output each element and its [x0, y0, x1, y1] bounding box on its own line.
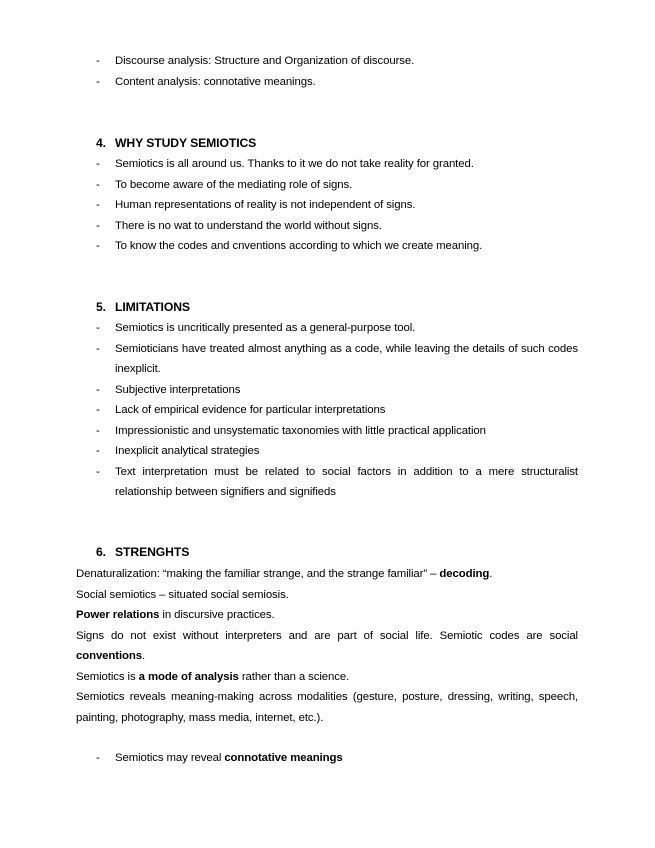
list-item-text: Impressionistic and unsystematic taxonomies with little practical application — [115, 424, 486, 437]
paragraph-text: Semiotics is — [76, 670, 139, 683]
list-item-text: Semiotics is all around us. Thanks to it we do not take reality for granted. — [115, 158, 474, 170]
list-item-text: Content analysis: connotative meanings. — [115, 75, 316, 88]
paragraph-bold-text: a mode of analysis — [138, 670, 239, 683]
paragraph-text: . — [142, 650, 146, 662]
strengths-paragraphs — [76, 564, 578, 728]
bullet-dash: - — [96, 424, 100, 437]
strengths-final-list — [0, 748, 655, 769]
bullet-dash: - — [96, 383, 100, 396]
list-item-text: To become aware of the mediating role of signs. — [115, 178, 353, 191]
list-item — [0, 154, 578, 175]
intro-list — [0, 51, 655, 92]
paragraph-text: . — [489, 568, 493, 580]
bullet-dash: - — [96, 219, 100, 232]
paragraph-bold-text: decoding — [439, 568, 490, 580]
list-item — [0, 72, 578, 93]
list-item — [0, 216, 578, 237]
bullet-dash: - — [96, 342, 100, 355]
bullet-dash: - — [96, 752, 100, 764]
list-item — [0, 175, 578, 196]
bullet-dash: - — [96, 199, 100, 211]
paragraph-text: in discursive practices. — [159, 609, 275, 621]
section-heading-strengths — [96, 543, 189, 561]
list-item — [0, 400, 578, 421]
list-item-text: Human representations of reality is not independent of signs. — [115, 199, 416, 211]
paragraph-text: Denaturalization: “making the familiar strange, and the strange familiar” – — [76, 568, 440, 580]
list-item — [0, 421, 578, 442]
list-item — [0, 195, 578, 216]
paragraph-text: Social semiotics – situated social semiosis. — [76, 588, 289, 601]
section4-list — [0, 154, 655, 257]
list-item-text: There is no wat to understand the world without signs. — [115, 219, 382, 232]
paragraph-text: Semiotics reveals meaning-making across modalities (gesture, posture, dressing, writing, speech, painting, photography, mass media, internet, etc.). — [76, 691, 578, 724]
paragraph-bold-text: Power relations — [76, 609, 160, 621]
list-item — [0, 318, 578, 339]
list-item — [0, 380, 578, 401]
list-item-text: Subjective interpretations — [115, 383, 241, 396]
paragraph-mode-of-analysis — [76, 667, 578, 688]
section5-list — [0, 318, 655, 503]
paragraph-power-relations — [76, 605, 578, 626]
section-number: 4. — [96, 136, 106, 150]
bullet-dash: - — [96, 322, 100, 334]
section-title: WHY STUDY SEMIOTICS — [115, 136, 257, 150]
bullet-dash: - — [96, 178, 100, 191]
list-item-text: Semiotics is uncritically presented as a general-purpose tool. — [115, 322, 416, 334]
list-item-text: Text interpretation must be related to social factors in addition to a mere structuralist relationship between signifiers and signifieds — [115, 465, 578, 498]
bullet-dash: - — [96, 75, 100, 88]
list-item-text: Inexplicit analytical strategies — [115, 445, 260, 457]
bullet-dash: - — [96, 55, 100, 67]
list-item-text: Semioticians have treated almost anything as a code, while leaving the details of such codes inexplicit. — [115, 342, 578, 375]
section-number: 6. — [96, 545, 106, 559]
section-heading-limitations — [96, 298, 190, 316]
paragraph-social-semiotics — [76, 585, 578, 606]
paragraph-text: rather than a science. — [238, 670, 350, 683]
list-item-text: Semiotics may reveal — [115, 752, 225, 764]
list-item-text: Lack of empirical evidence for particular interpretations — [115, 404, 386, 416]
bullet-dash: - — [96, 158, 100, 170]
section-title: STRENGHTS — [115, 545, 190, 559]
paragraph-bold-text: conventions — [76, 650, 142, 662]
list-item — [0, 462, 578, 503]
section-number: 5. — [96, 300, 106, 314]
list-item — [0, 339, 578, 380]
list-item-text: Discourse analysis: Structure and Organization of discourse. — [115, 55, 415, 67]
list-item-bold-text: connotative meanings — [224, 752, 343, 764]
list-item — [0, 748, 578, 769]
bullet-dash: - — [96, 404, 100, 416]
section-title: LIMITATIONS — [115, 300, 190, 314]
bullet-dash: - — [96, 240, 100, 252]
list-item — [0, 441, 578, 462]
paragraph-text: Signs do not exist without interpreters and are part of social life. Semiotic codes are social — [76, 629, 578, 642]
bullet-dash: - — [96, 465, 100, 478]
list-item — [0, 51, 578, 72]
section-heading-why-study — [96, 134, 256, 152]
paragraph-modalities — [76, 687, 578, 728]
paragraph-denaturalization — [76, 564, 578, 585]
paragraph-signs-conventions — [76, 626, 578, 667]
list-item — [0, 236, 578, 257]
list-item-text: To know the codes and cnventions according to which we create meaning. — [115, 240, 483, 252]
bullet-dash: - — [96, 445, 100, 457]
